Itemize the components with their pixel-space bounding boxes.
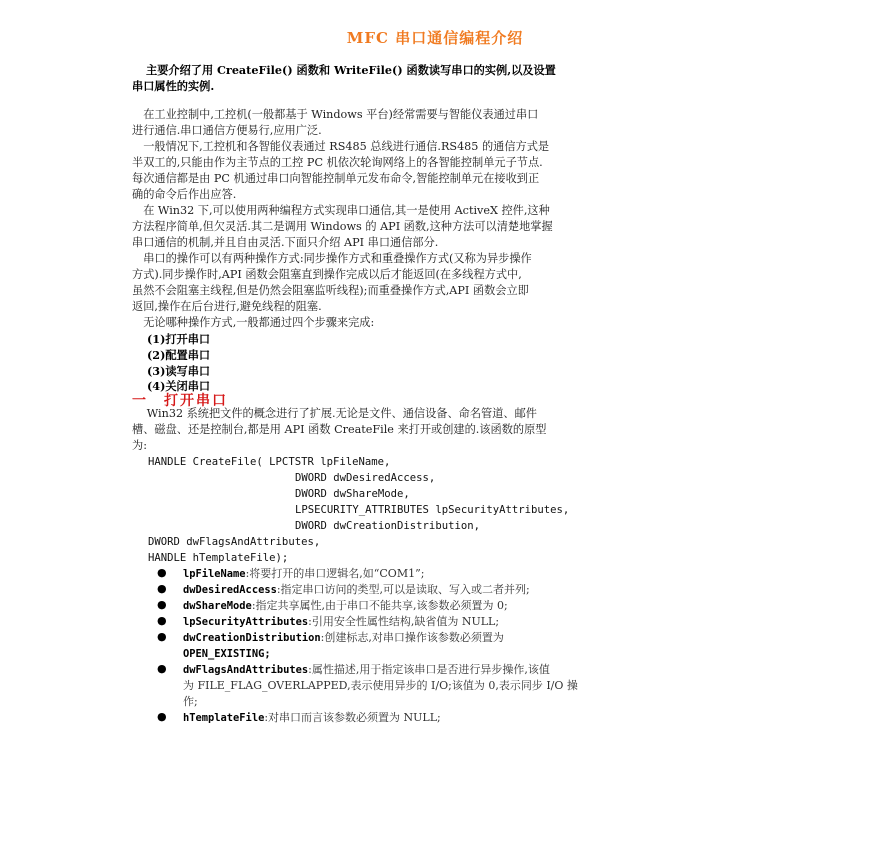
bullet-icon: ● (157, 662, 167, 675)
intro-line: 主要介绍了用 CreateFile() 函数和 WriteFile() 函数读写串口的实例,以及设置 (146, 63, 556, 77)
param-desc: :指定共享属性,由于串口不能共享,该参数必须置为 0; (251, 599, 508, 612)
paragraph-line: 每次通信都是由 PC 机通过串口向智能控制单元发布命令,智能控制单元在接收到正 (132, 172, 540, 185)
paragraph-line: 确的命令后作出应答. (132, 188, 237, 201)
param-item (183, 614, 499, 630)
paragraph-line: 方法程序简单,但欠灵活.其二是调用 Windows 的 API 函数,这种方法可以清楚地掌握 (132, 220, 553, 233)
bullet-icon: ● (157, 598, 167, 611)
bullet-icon: ● (157, 630, 167, 643)
param-desc: :对串口而言该参数必须置为 NULL; (264, 711, 441, 724)
paragraph-line: 虽然不会阻塞主线程,但是仍然会阻塞监听线程);而重叠操作方式,API 函数会立即 (132, 284, 529, 297)
intro-line: 串口属性的实例. (132, 79, 215, 93)
step-item: (3)读写串口 (147, 364, 211, 378)
param-item (183, 566, 424, 582)
code-line: LPSECURITY_ATTRIBUTES lpSecurityAttributes, (295, 504, 570, 516)
param-name: dwDesiredAccess (183, 584, 277, 596)
paragraph-line: 在 Win32 下,可以使用两种编程方式实现串口通信,其一是使用 ActiveX 控件,这种 (132, 204, 550, 217)
code-line: DWORD dwFlagsAndAttributes, (148, 536, 321, 548)
param-desc-cont: 作; (183, 695, 198, 708)
paragraph-line: 一般情况下,工控机和各智能仪表通过 RS485 总线进行通信.RS485 的通信方式是 (132, 140, 550, 153)
code-line: HANDLE CreateFile( LPCTSTR lpFileName, (148, 456, 391, 468)
code-line: HANDLE hTemplateFile); (148, 552, 289, 564)
code-line: DWORD dwShareMode, (295, 488, 410, 500)
paragraph-line: 方式).同步操作时,API 函数会阻塞直到操作完成以后才能返回(在多线程方式中, (132, 268, 522, 281)
step-item: (4)关闭串口 (147, 379, 211, 393)
paragraph-line: 无论哪种操作方式,一般都通过四个步骤来完成: (132, 316, 375, 329)
bullet-icon: ● (157, 566, 167, 579)
section-text-line: 槽、磁盘、还是控制台,都是用 API 函数 CreateFile 来打开或创建的.该函数的原型 (132, 423, 547, 436)
param-desc: :属性描述,用于指定该串口是否进行异步操作,该值 (308, 663, 550, 676)
param-name: lpSecurityAttributes (183, 616, 309, 628)
code-line: DWORD dwCreationDistribution, (295, 520, 480, 532)
bullet-icon: ● (157, 710, 167, 723)
bullet-icon: ● (157, 582, 167, 595)
code-line: DWORD dwDesiredAccess, (295, 472, 436, 484)
param-desc: :创建标志,对串口操作该参数必须置为 (320, 631, 504, 644)
paragraph-line: 进行通信.串口通信方便易行,应用广泛. (132, 124, 322, 137)
paragraph-line: 串口的操作可以有两种操作方式:同步操作方式和重叠操作方式(又称为异步操作 (132, 252, 532, 265)
document-title: MFC 串口通信编程介绍 (346, 29, 524, 47)
section-heading: 一 打开串口 (132, 393, 228, 409)
param-desc-cont (183, 646, 271, 662)
paragraph-line: 在工业控制中,工控机(一般都基于 Windows 平台)经常需要与智能仪表通过串口 (132, 108, 539, 121)
step-item: (2)配置串口 (147, 348, 211, 362)
paragraph-line: 串口通信的机制,并且自由灵活.下面只介绍 API 串口通信部分. (132, 236, 439, 249)
section-text-line: Win32 系统把文件的概念进行了扩展.无论是文件、通信设备、命名管道、邮件 (132, 407, 537, 420)
param-value: OPEN_EXISTING; (183, 648, 271, 660)
param-desc: :引用安全性属性结构,缺省值为 NULL; (308, 615, 500, 628)
param-desc: :指定串口访问的类型,可以是读取、写入或二者并列; (276, 583, 530, 596)
bullet-icon: ● (157, 614, 167, 627)
param-name: dwShareMode (183, 600, 252, 612)
param-name: dwFlagsAndAttributes (183, 664, 309, 676)
param-item (183, 582, 530, 598)
section-text-line: 为: (132, 439, 147, 452)
paragraph-line: 半双工的,只能由作为主节点的工控 PC 机依次轮询网络上的各智能控制单元子节点. (132, 156, 543, 169)
param-name: dwCreationDistribution (183, 632, 321, 644)
param-name: hTemplateFile (183, 712, 265, 724)
paragraph-line: 返回,操作在后台进行,避免线程的阻塞. (132, 300, 322, 313)
param-item (183, 630, 504, 646)
param-desc-cont: 为 FILE_FLAG_OVERLAPPED,表示使用异步的 I/O;该值为 0,表示同步 I/O 操 (183, 679, 578, 692)
param-item (183, 710, 441, 726)
param-name: lpFileName (183, 568, 246, 580)
step-item: (1)打开串口 (147, 332, 211, 346)
param-item (183, 598, 508, 614)
param-item (183, 662, 550, 678)
param-desc: :将要打开的串口逻辑名,如“COM1”; (245, 567, 425, 580)
